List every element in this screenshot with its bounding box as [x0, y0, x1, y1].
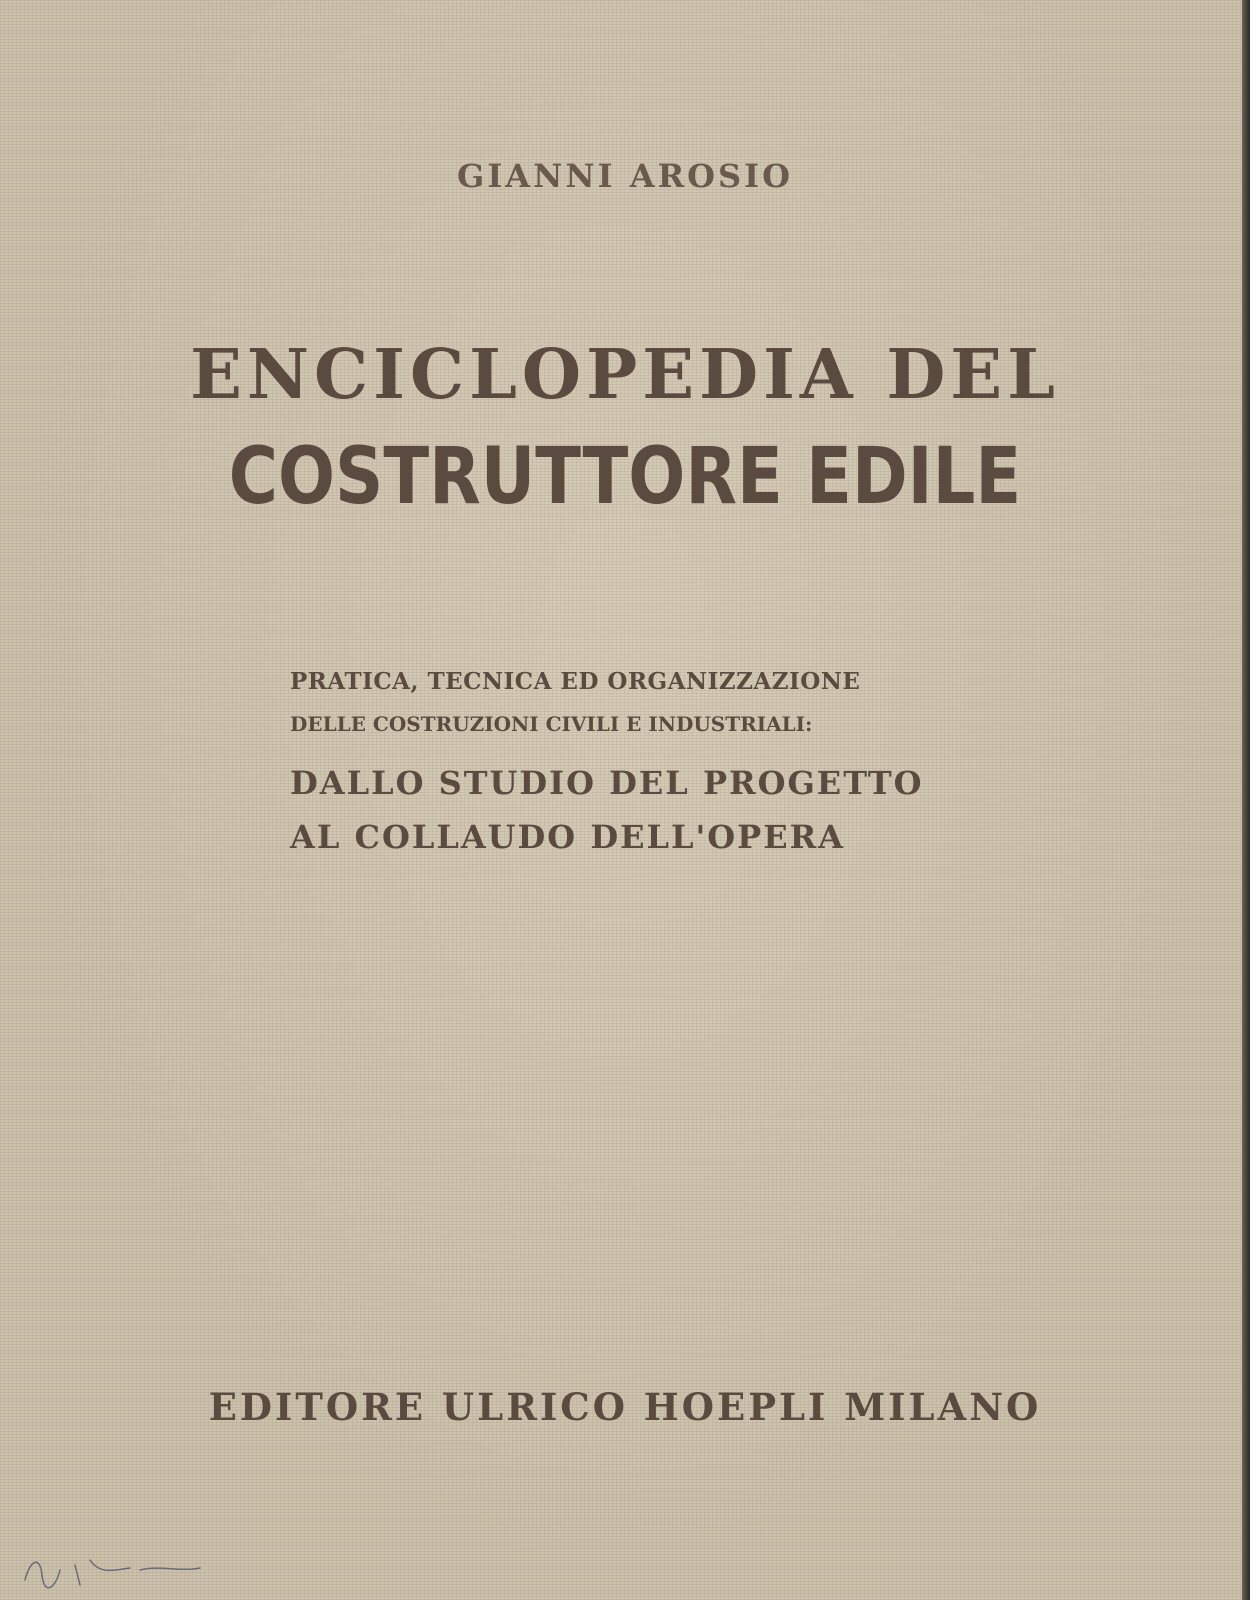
subtitle-line-3: DALLO STUDIO DEL PROGETTO: [290, 764, 924, 802]
subtitle-line-1: PRATICA, TECNICA ED ORGANIZZAZIONE: [290, 668, 861, 695]
handwritten-mark: [20, 1540, 220, 1595]
title-line-1: ENCICLOPEDIA DEL: [190, 335, 1060, 415]
subtitle-line-2: DELLE COSTRUZIONI CIVILI E INDUSTRIALI:: [290, 712, 813, 736]
subtitle-line-4: AL COLLAUDO DELL'OPERA: [290, 818, 845, 856]
cover-edge: [1242, 0, 1250, 1600]
author-name: GIANNI AROSIO: [457, 157, 793, 195]
title-line-2: COSTRUTTORE EDILE: [228, 432, 1022, 522]
publisher-name: EDITORE ULRICO HOEPLI MILANO: [208, 1385, 1042, 1429]
